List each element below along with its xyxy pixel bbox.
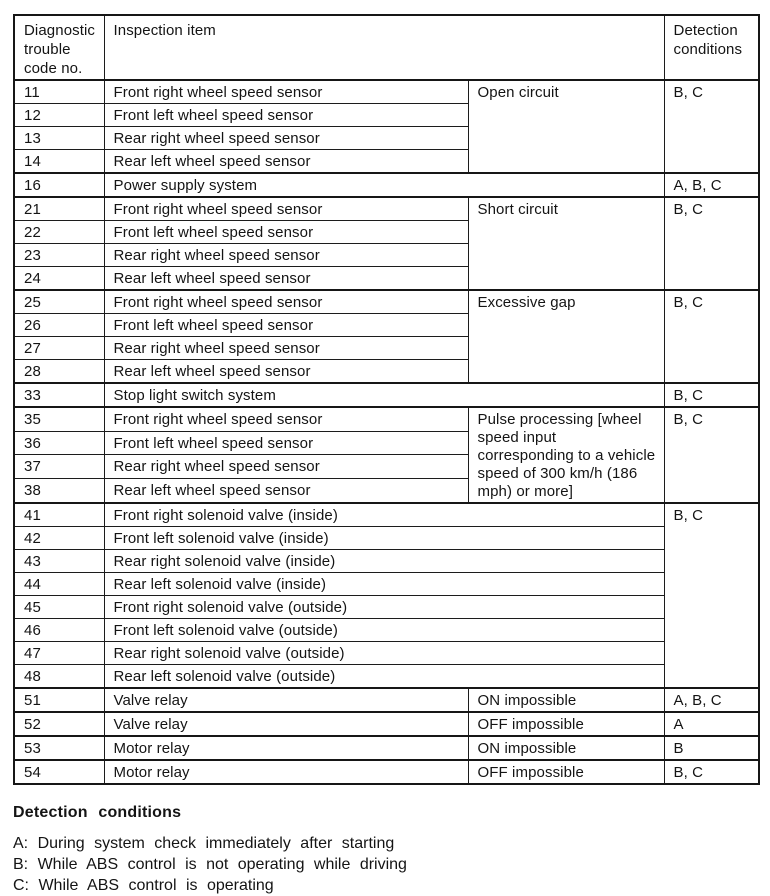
inspection-item-cell: Rear left wheel speed sensor (104, 360, 468, 384)
inspection-item-cell: Stop light switch system (104, 383, 664, 407)
failure-detail-cell: Excessive gap (468, 290, 664, 383)
inspection-item-cell: Rear left solenoid valve (inside) (104, 573, 664, 596)
detection-conditions-cell: B, C (664, 760, 759, 784)
inspection-item-cell: Valve relay (104, 712, 468, 736)
table-row (14, 383, 759, 407)
table-row (14, 573, 759, 596)
table-row (14, 290, 759, 314)
table-header-row (14, 15, 759, 80)
inspection-item-cell: Rear left wheel speed sensor (104, 267, 468, 291)
table-row (14, 407, 759, 431)
table-row (14, 688, 759, 712)
failure-detail-cell: ON impossible (468, 688, 664, 712)
detection-conditions-cell: A, B, C (664, 688, 759, 712)
inspection-item-cell: Front left wheel speed sensor (104, 104, 468, 127)
code-cell: 14 (14, 150, 104, 174)
table-row (14, 197, 759, 221)
code-cell: 51 (14, 688, 104, 712)
inspection-item-cell: Front right wheel speed sensor (104, 407, 468, 431)
code-cell: 36 (14, 431, 104, 455)
code-cell: 27 (14, 337, 104, 360)
inspection-item-cell: Front right wheel speed sensor (104, 290, 468, 314)
legend-note-b: B: While ABS control is not operating while driving (13, 856, 407, 873)
table-row (14, 760, 759, 784)
inspection-item-cell: Rear right wheel speed sensor (104, 127, 468, 150)
code-cell: 42 (14, 527, 104, 550)
table-row (14, 596, 759, 619)
detection-conditions-cell: A (664, 712, 759, 736)
legend-heading: Detection conditions (13, 804, 182, 821)
inspection-item-cell: Front right solenoid valve (inside) (104, 503, 664, 527)
code-cell: 25 (14, 290, 104, 314)
col-header-inspection-item: Inspection item (104, 15, 664, 80)
table-row (14, 80, 759, 104)
table-row (14, 619, 759, 642)
inspection-item-cell: Front left solenoid valve (inside) (104, 527, 664, 550)
detection-conditions-cell: B, C (664, 503, 759, 688)
code-cell: 54 (14, 760, 104, 784)
detection-conditions-cell: B (664, 736, 759, 760)
legend-note-c: C: While ABS control is operating (13, 877, 274, 894)
failure-detail-cell: ON impossible (468, 736, 664, 760)
failure-detail-cell: Short circuit (468, 197, 664, 290)
table-row (14, 665, 759, 689)
detection-conditions-legend (9, 804, 758, 896)
inspection-item-cell: Valve relay (104, 688, 468, 712)
table-row (14, 503, 759, 527)
code-cell: 52 (14, 712, 104, 736)
detection-conditions-cell: B, C (664, 80, 759, 173)
inspection-item-cell: Rear right wheel speed sensor (104, 244, 468, 267)
diagnostic-trouble-code-table (13, 14, 760, 785)
legend-notes (13, 833, 758, 896)
failure-detail-cell: OFF impossible (468, 760, 664, 784)
inspection-item-cell: Front right wheel speed sensor (104, 80, 468, 104)
code-cell: 41 (14, 503, 104, 527)
failure-detail-cell: OFF impossible (468, 712, 664, 736)
detection-conditions-cell: A, B, C (664, 173, 759, 197)
table-row (14, 527, 759, 550)
inspection-item-cell: Front left wheel speed sensor (104, 221, 468, 244)
code-cell: 46 (14, 619, 104, 642)
inspection-item-cell: Rear left wheel speed sensor (104, 479, 468, 503)
inspection-item-cell: Rear right wheel speed sensor (104, 337, 468, 360)
col-header-detection-conditions: Detection conditions (664, 15, 759, 80)
inspection-item-cell: Front right wheel speed sensor (104, 197, 468, 221)
code-cell: 38 (14, 479, 104, 503)
code-cell: 26 (14, 314, 104, 337)
inspection-item-cell: Front left wheel speed sensor (104, 431, 468, 455)
inspection-item-cell: Rear right wheel speed sensor (104, 455, 468, 479)
code-cell: 23 (14, 244, 104, 267)
detection-conditions-cell: B, C (664, 383, 759, 407)
code-cell: 44 (14, 573, 104, 596)
code-cell: 35 (14, 407, 104, 431)
failure-detail-cell: Open circuit (468, 80, 664, 173)
inspection-item-cell: Rear right solenoid valve (inside) (104, 550, 664, 573)
col-header-diagnostic-code: Diagnostic trouble code no. (14, 15, 104, 80)
legend-note-a: A: During system check immediately after starting (13, 835, 395, 852)
code-cell: 28 (14, 360, 104, 384)
detection-conditions-cell: B, C (664, 197, 759, 290)
table-row (14, 642, 759, 665)
code-cell: 53 (14, 736, 104, 760)
code-cell: 24 (14, 267, 104, 291)
code-cell: 33 (14, 383, 104, 407)
code-cell: 47 (14, 642, 104, 665)
detection-conditions-cell: B, C (664, 290, 759, 383)
inspection-item-cell: Rear left solenoid valve (outside) (104, 665, 664, 689)
table-row (14, 173, 759, 197)
inspection-item-cell: Power supply system (104, 173, 664, 197)
code-cell: 45 (14, 596, 104, 619)
inspection-item-cell: Motor relay (104, 736, 468, 760)
code-cell: 22 (14, 221, 104, 244)
code-cell: 13 (14, 127, 104, 150)
table-row (14, 550, 759, 573)
code-cell: 11 (14, 80, 104, 104)
code-cell: 43 (14, 550, 104, 573)
code-cell: 48 (14, 665, 104, 689)
table-row (14, 712, 759, 736)
failure-detail-cell: Pulse processing [wheel speed input corresponding to a vehicle speed of 300 km/h (186 mph) or more] (468, 407, 664, 503)
inspection-item-cell: Front right solenoid valve (outside) (104, 596, 664, 619)
inspection-item-cell: Front left solenoid valve (outside) (104, 619, 664, 642)
code-cell: 16 (14, 173, 104, 197)
detection-conditions-cell: B, C (664, 407, 759, 503)
code-cell: 12 (14, 104, 104, 127)
code-cell: 37 (14, 455, 104, 479)
inspection-item-cell: Front left wheel speed sensor (104, 314, 468, 337)
inspection-item-cell: Motor relay (104, 760, 468, 784)
table-row (14, 736, 759, 760)
table-body (14, 80, 759, 784)
inspection-item-cell: Rear right solenoid valve (outside) (104, 642, 664, 665)
code-cell: 21 (14, 197, 104, 221)
inspection-item-cell: Rear left wheel speed sensor (104, 150, 468, 174)
